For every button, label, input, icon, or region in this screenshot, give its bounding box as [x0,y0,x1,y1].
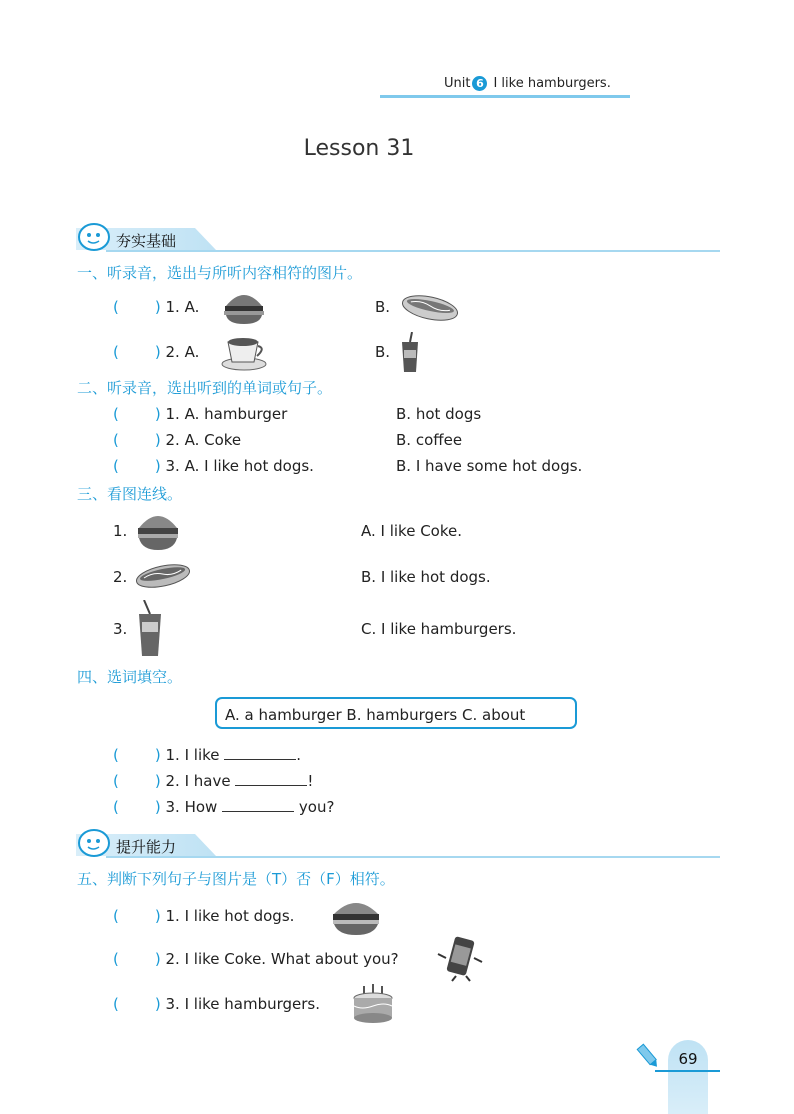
section-title-basic: 夯实基础 [116,232,177,250]
q4-item-3: ( ) 3. How you? [113,798,335,816]
q2-item-3-option-b: B. I have some hot dogs. [396,457,583,475]
q1-item-2-option-b: B. [375,343,391,361]
hamburger-icon [222,288,266,326]
q3-title: 三、看图连线。 [77,485,183,503]
q5-item-2: ( ) 2. I like Coke. What about you? [113,950,399,968]
q5-item-1: ( ) 1. I like hot dogs. [113,907,295,925]
q2-item-1: ( ) 1. A. hamburger [113,405,288,423]
answer-blank[interactable] [222,797,294,812]
page-number: 69 [678,1050,698,1068]
q4-item-1: ( ) 1. I like . [113,746,302,764]
cola-cup-icon [136,600,164,658]
q4-title: 四、选词填空。 [77,668,183,686]
q4-item-2: ( ) 2. I have ! [113,772,314,790]
q3-right-b: B. I like hot dogs. [361,568,491,586]
page-number-underline [655,1070,720,1072]
cola-cup-icon [398,332,422,374]
q2-item-2: ( ) 2. A. Coke [113,431,242,449]
hamburger-icon [136,508,180,552]
mascot-icon [76,826,114,860]
q1-item-1: ( ) 1. A. [113,298,200,316]
unit-header [444,76,611,91]
hot-dog-icon [134,558,192,594]
q5-title: 五、判断下列句子与图片是（T）否（F）相符。 [77,870,395,888]
q2-item-2-option-b: B. coffee [396,431,463,449]
header-divider [380,95,630,98]
section-title-advanced: 提升能力 [116,838,177,856]
q1-item-1-option-b: B. [375,298,391,316]
unit-number-badge: 6 [472,76,487,91]
q1-item-2: ( ) 2. A. [113,343,200,361]
q3-left-3: 3. [113,620,128,638]
answer-blank[interactable] [224,745,296,760]
q2-item-1-option-b: B. hot dogs [396,405,482,423]
unit-title: I like hamburgers. [493,76,611,91]
q3-right-a: A. I like Coke. [361,522,463,540]
hamburger-icon [330,896,382,936]
word-bank-box: A. a hamburger B. hamburgers C. about [215,697,577,729]
unit-label: Unit [444,76,471,91]
cola-can-icon [436,936,484,982]
q3-left-2: 2. [113,568,128,586]
q2-title: 二、听录音，选出听到的单词或句子。 [77,379,333,397]
hot-dog-icon [400,288,460,328]
section-banner-basic [76,226,720,258]
section-banner-advanced [76,832,720,864]
lesson-title: Lesson 31 [303,136,415,161]
mascot-icon [76,220,114,254]
coffee-cup-icon [220,332,270,372]
q2-item-3: ( ) 3. A. I like hot dogs. [113,457,314,475]
q3-left-1: 1. [113,522,128,540]
answer-blank[interactable] [235,771,307,786]
pencil-icon [636,1042,660,1070]
q1-title: 一、听录音，选出与所听内容相符的图片。 [77,264,363,282]
q5-item-3: ( ) 3. I like hamburgers. [113,995,321,1013]
birthday-cake-icon [350,982,396,1028]
q3-right-c: C. I like hamburgers. [361,620,517,638]
